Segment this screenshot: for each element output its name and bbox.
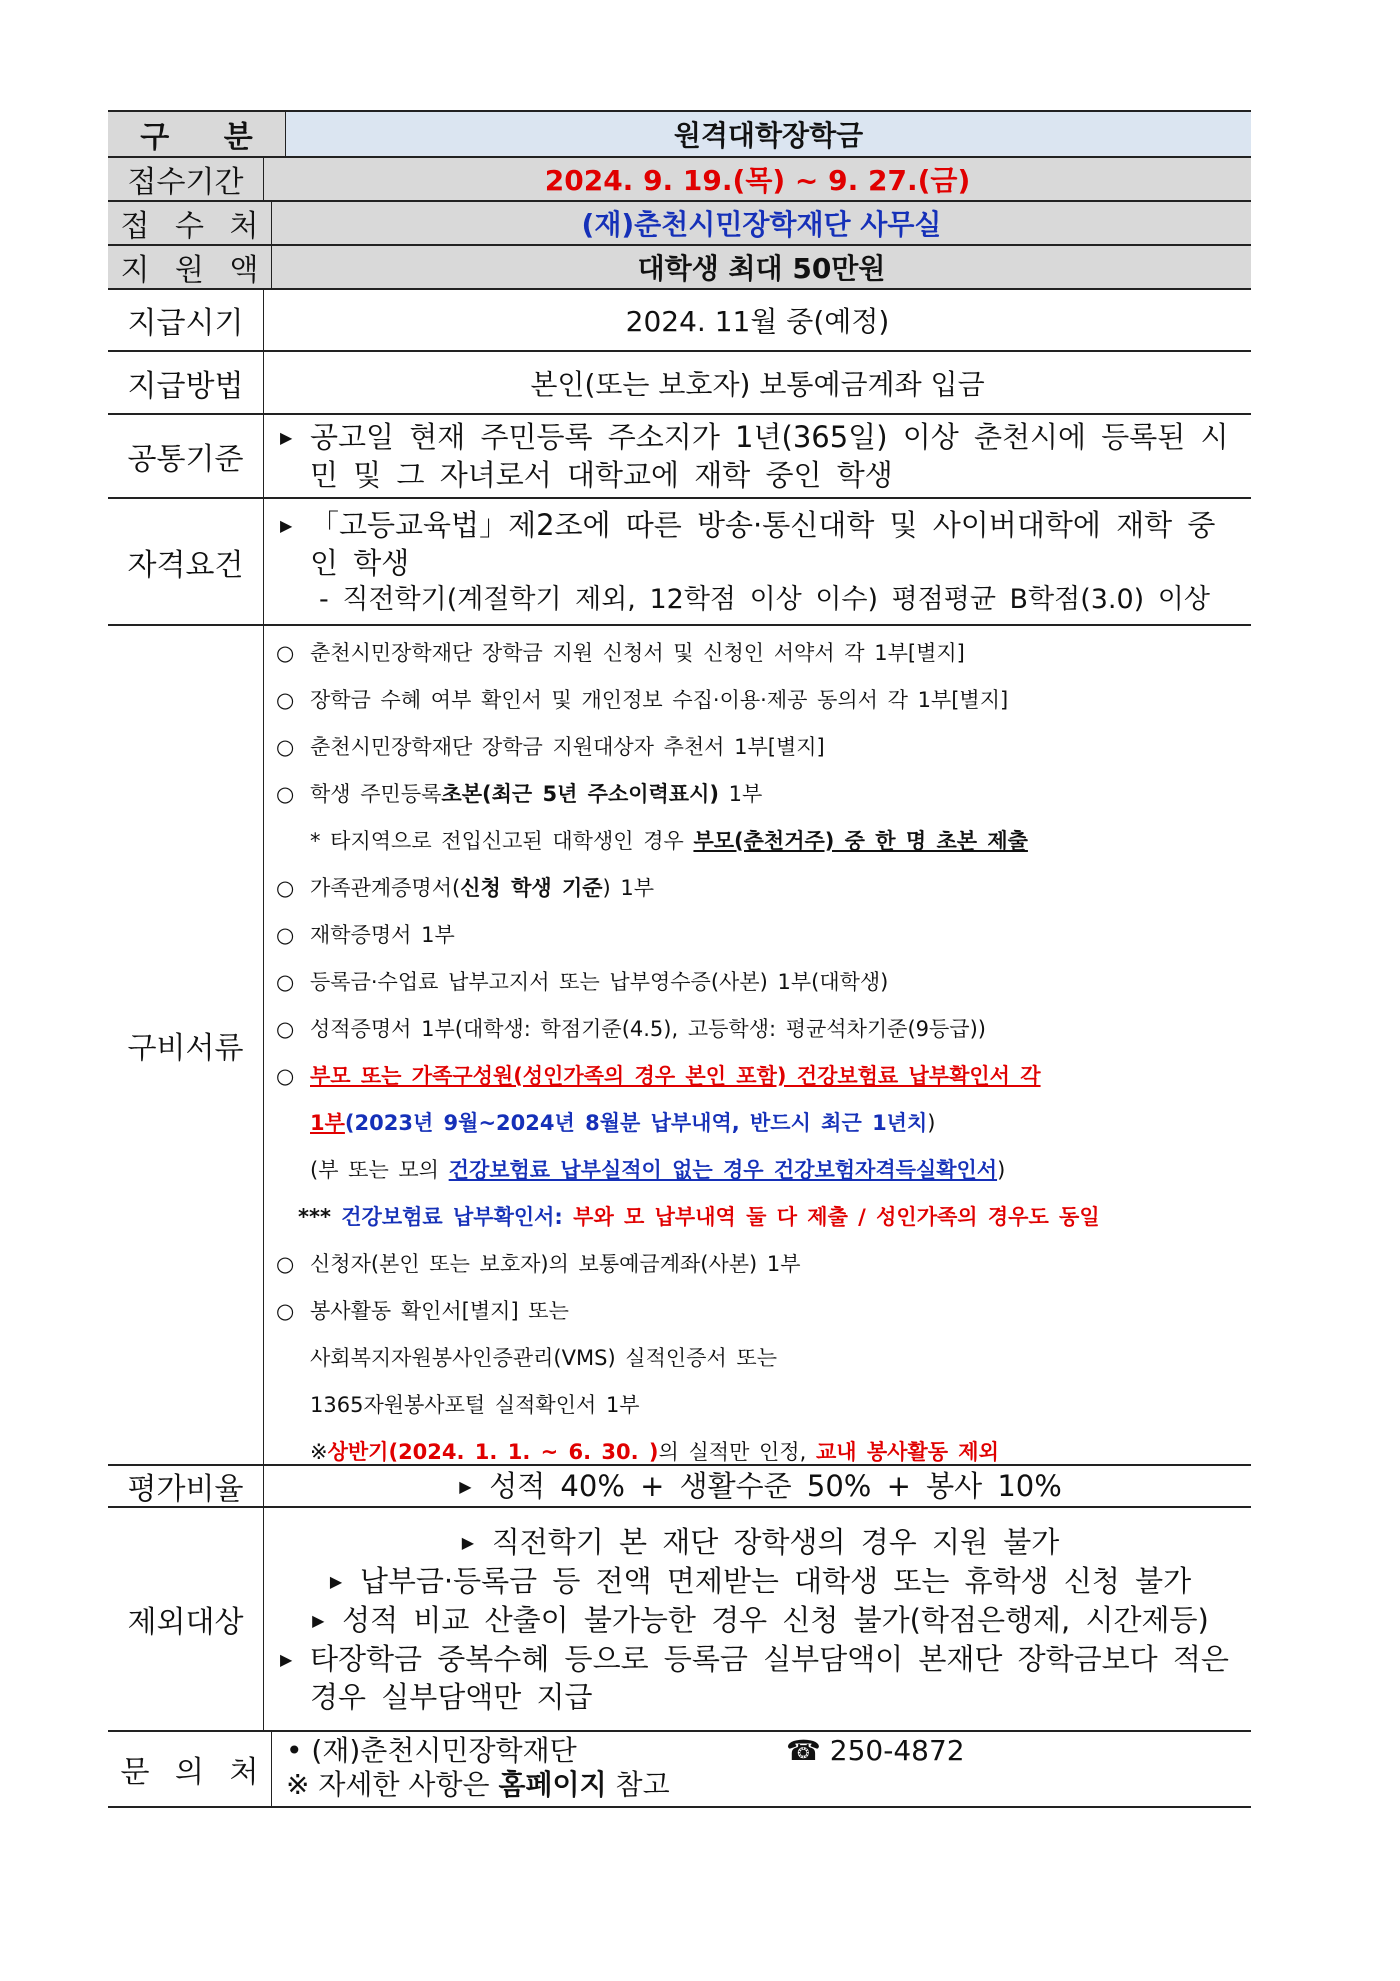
doc-item: ○ 성적증명서 1부(대학생: 학점기준(4.5), 고등학생: 평균석차기준(9등급)) bbox=[276, 1006, 1251, 1053]
ratio-item: ▶ 성적 40% + 생활수준 50% + 봉사 10% bbox=[459, 1467, 1062, 1506]
paytime-label: 지급시기 bbox=[108, 290, 264, 350]
circle-bullet-icon: ○ bbox=[276, 1299, 295, 1323]
header-title: 원격대학장학금 bbox=[286, 112, 1251, 156]
amount-label: 지 원 액 bbox=[108, 246, 272, 288]
office-label: 접 수 처 bbox=[108, 202, 272, 244]
docs-list bbox=[264, 626, 1251, 1464]
docs-label: 구비서류 bbox=[108, 626, 264, 1464]
contact-note: ※ 자세한 사항은 홈페이지 참고 bbox=[286, 1768, 670, 1801]
triangle-bullet-icon bbox=[312, 1601, 342, 1640]
doc-item: ○ 춘천시민장학재단 장학금 지원대상자 추천서 1부[별지] bbox=[276, 724, 1251, 771]
doc-item: ○ 등록금·수업료 납부고지서 또는 납부영수증(사본) 1부(대학생) bbox=[276, 959, 1251, 1006]
scholarship-table bbox=[108, 110, 1251, 1808]
circle-bullet-icon: ○ bbox=[276, 782, 295, 806]
circle-bullet-icon: ○ bbox=[276, 876, 295, 900]
qualify-list bbox=[264, 499, 1251, 624]
circle-bullet-icon: ○ bbox=[276, 1064, 295, 1088]
triangle-bullet-icon bbox=[459, 1467, 489, 1506]
circle-bullet-icon: ○ bbox=[276, 1252, 295, 1276]
doc-item-cont: 1부(2023년 9월~2024년 8월분 납부내역, 반드시 최근 1년치) bbox=[310, 1111, 936, 1135]
doc-item: ○ 부모 또는 가족구성원(성인가족의 경우 본인 포함) 건강보험료 납부확인서 각 bbox=[276, 1053, 1251, 1100]
paytime-row bbox=[108, 290, 1251, 352]
circle-bullet-icon: ○ bbox=[276, 688, 295, 712]
paymethod-row bbox=[108, 352, 1251, 415]
exclude-item: ▶ 타장학금 중복수혜 등으로 등록금 실부담액이 본재단 장학금보다 적은 경우 실부담액만 지급 bbox=[280, 1640, 1241, 1716]
exclude-label: 제외대상 bbox=[108, 1508, 264, 1730]
circle-bullet-icon: ○ bbox=[276, 1017, 295, 1041]
paymethod-label: 지급방법 bbox=[108, 352, 264, 413]
triangle-bullet-icon bbox=[330, 1562, 360, 1601]
amount-value: 대학생 최대 50만원 bbox=[272, 246, 1251, 288]
contact-row bbox=[108, 1732, 1251, 1808]
period-value: 2024. 9. 19.(목) ~ 9. 27.(금) bbox=[264, 158, 1251, 200]
triangle-bullet-icon bbox=[280, 1640, 310, 1679]
doc-item: ○ 재학증명서 1부 bbox=[276, 912, 1251, 959]
qualify-label: 자격요건 bbox=[108, 499, 264, 624]
doc-warning: *** 건강보험료 납부확인서: 부와 모 납부내역 둘 다 제출 / 성인가족의 경우도 동일 bbox=[298, 1205, 1100, 1229]
circle-bullet-icon: ○ bbox=[276, 923, 295, 947]
doc-item-cont: 1365자원봉사포털 실적확인서 1부 bbox=[310, 1393, 640, 1417]
contact-line bbox=[286, 1734, 1241, 1768]
ratio-list bbox=[264, 1466, 1251, 1506]
contact-info bbox=[272, 1732, 1251, 1806]
ratio-label: 평가비율 bbox=[108, 1466, 264, 1506]
period-row bbox=[108, 158, 1251, 202]
qualify-item: ▶ 「고등교육법」제2조에 따른 방송·통신대학 및 사이버대학에 재학 중인 학생 bbox=[280, 506, 1241, 582]
doc-note: ※상반기(2024. 1. 1. ~ 6. 30. )의 실적만 인정, 교내 봉사활동 제외 bbox=[310, 1440, 999, 1464]
docs-row bbox=[108, 626, 1251, 1466]
exclude-item: ▶ 성적 비교 산출이 불가능한 경우 신청 불가(학점은행제, 시간제등) bbox=[312, 1601, 1209, 1640]
exclude-row bbox=[108, 1508, 1251, 1732]
phone-number: ☎ 250-4872 bbox=[786, 1734, 965, 1767]
common-row bbox=[108, 415, 1251, 499]
qualify-row bbox=[108, 499, 1251, 626]
circle-bullet-icon: ○ bbox=[276, 641, 295, 665]
exclude-list bbox=[264, 1508, 1251, 1730]
triangle-bullet-icon bbox=[280, 506, 310, 545]
common-list bbox=[264, 415, 1251, 497]
doc-note: * 타지역으로 전입신고된 대학생인 경우 부모(춘천거주) 중 한 명 초본 제출 bbox=[310, 829, 1028, 853]
qualify-sub: - 직전학기(계절학기 제외, 12학점 이상 이수) 평점평균 B학점(3.0) 이상 bbox=[319, 583, 1210, 615]
doc-item: ○ 장학금 수혜 여부 확인서 및 개인정보 수집·이용·제공 동의서 각 1부[별지] bbox=[276, 677, 1251, 724]
contact-label: 문 의 처 bbox=[108, 1732, 272, 1806]
header-row bbox=[108, 110, 1251, 158]
header-label: 구 분 bbox=[108, 112, 286, 156]
contact-org: • (재)춘천시민장학재단 bbox=[286, 1734, 577, 1767]
exclude-item: ▶ 직전학기 본 재단 장학생의 경우 지원 불가 bbox=[462, 1523, 1060, 1562]
common-label: 공통기준 bbox=[108, 415, 264, 497]
triangle-bullet-icon bbox=[280, 418, 310, 457]
doc-item-cont: 사회복지자원봉사인증관리(VMS) 실적인증서 또는 bbox=[310, 1346, 777, 1370]
doc-item: ○ 학생 주민등록초본(최근 5년 주소이력표시) 1부 bbox=[276, 771, 1251, 818]
paymethod-value: 본인(또는 보호자) 보통예금계좌 입금 bbox=[530, 367, 985, 401]
doc-item: ○ 가족관계증명서(신청 학생 기준) 1부 bbox=[276, 865, 1251, 912]
common-item: ▶ 공고일 현재 주민등록 주소지가 1년(365일) 이상 춘천시에 등록된 시민 및 그 자녀로서 대학교에 재학 중인 학생 bbox=[280, 418, 1241, 494]
doc-item: ○ 봉사활동 확인서[별지] 또는 bbox=[276, 1288, 1251, 1335]
doc-item: ○ 춘천시민장학재단 장학금 지원 신청서 및 신청인 서약서 각 1부[별지] bbox=[276, 630, 1251, 677]
triangle-bullet-icon bbox=[462, 1523, 492, 1562]
circle-bullet-icon: ○ bbox=[276, 970, 295, 994]
ratio-row bbox=[108, 1466, 1251, 1508]
circle-bullet-icon: ○ bbox=[276, 735, 295, 759]
paytime-value: 2024. 11월 중(예정) bbox=[625, 305, 890, 338]
office-value: (재)춘천시민장학재단 사무실 bbox=[272, 202, 1251, 244]
doc-note: (부 또는 모의 건강보험료 납부실적이 없는 경우 건강보험자격득실확인서) bbox=[310, 1158, 1006, 1182]
exclude-item: ▶ 납부금·등록금 등 전액 면제받는 대학생 또는 휴학생 신청 불가 bbox=[330, 1562, 1191, 1601]
doc-item: ○ 신청자(본인 또는 보호자)의 보통예금계좌(사본) 1부 bbox=[276, 1241, 1251, 1288]
amount-row bbox=[108, 246, 1251, 290]
period-label: 접수기간 bbox=[108, 158, 264, 200]
office-row bbox=[108, 202, 1251, 246]
